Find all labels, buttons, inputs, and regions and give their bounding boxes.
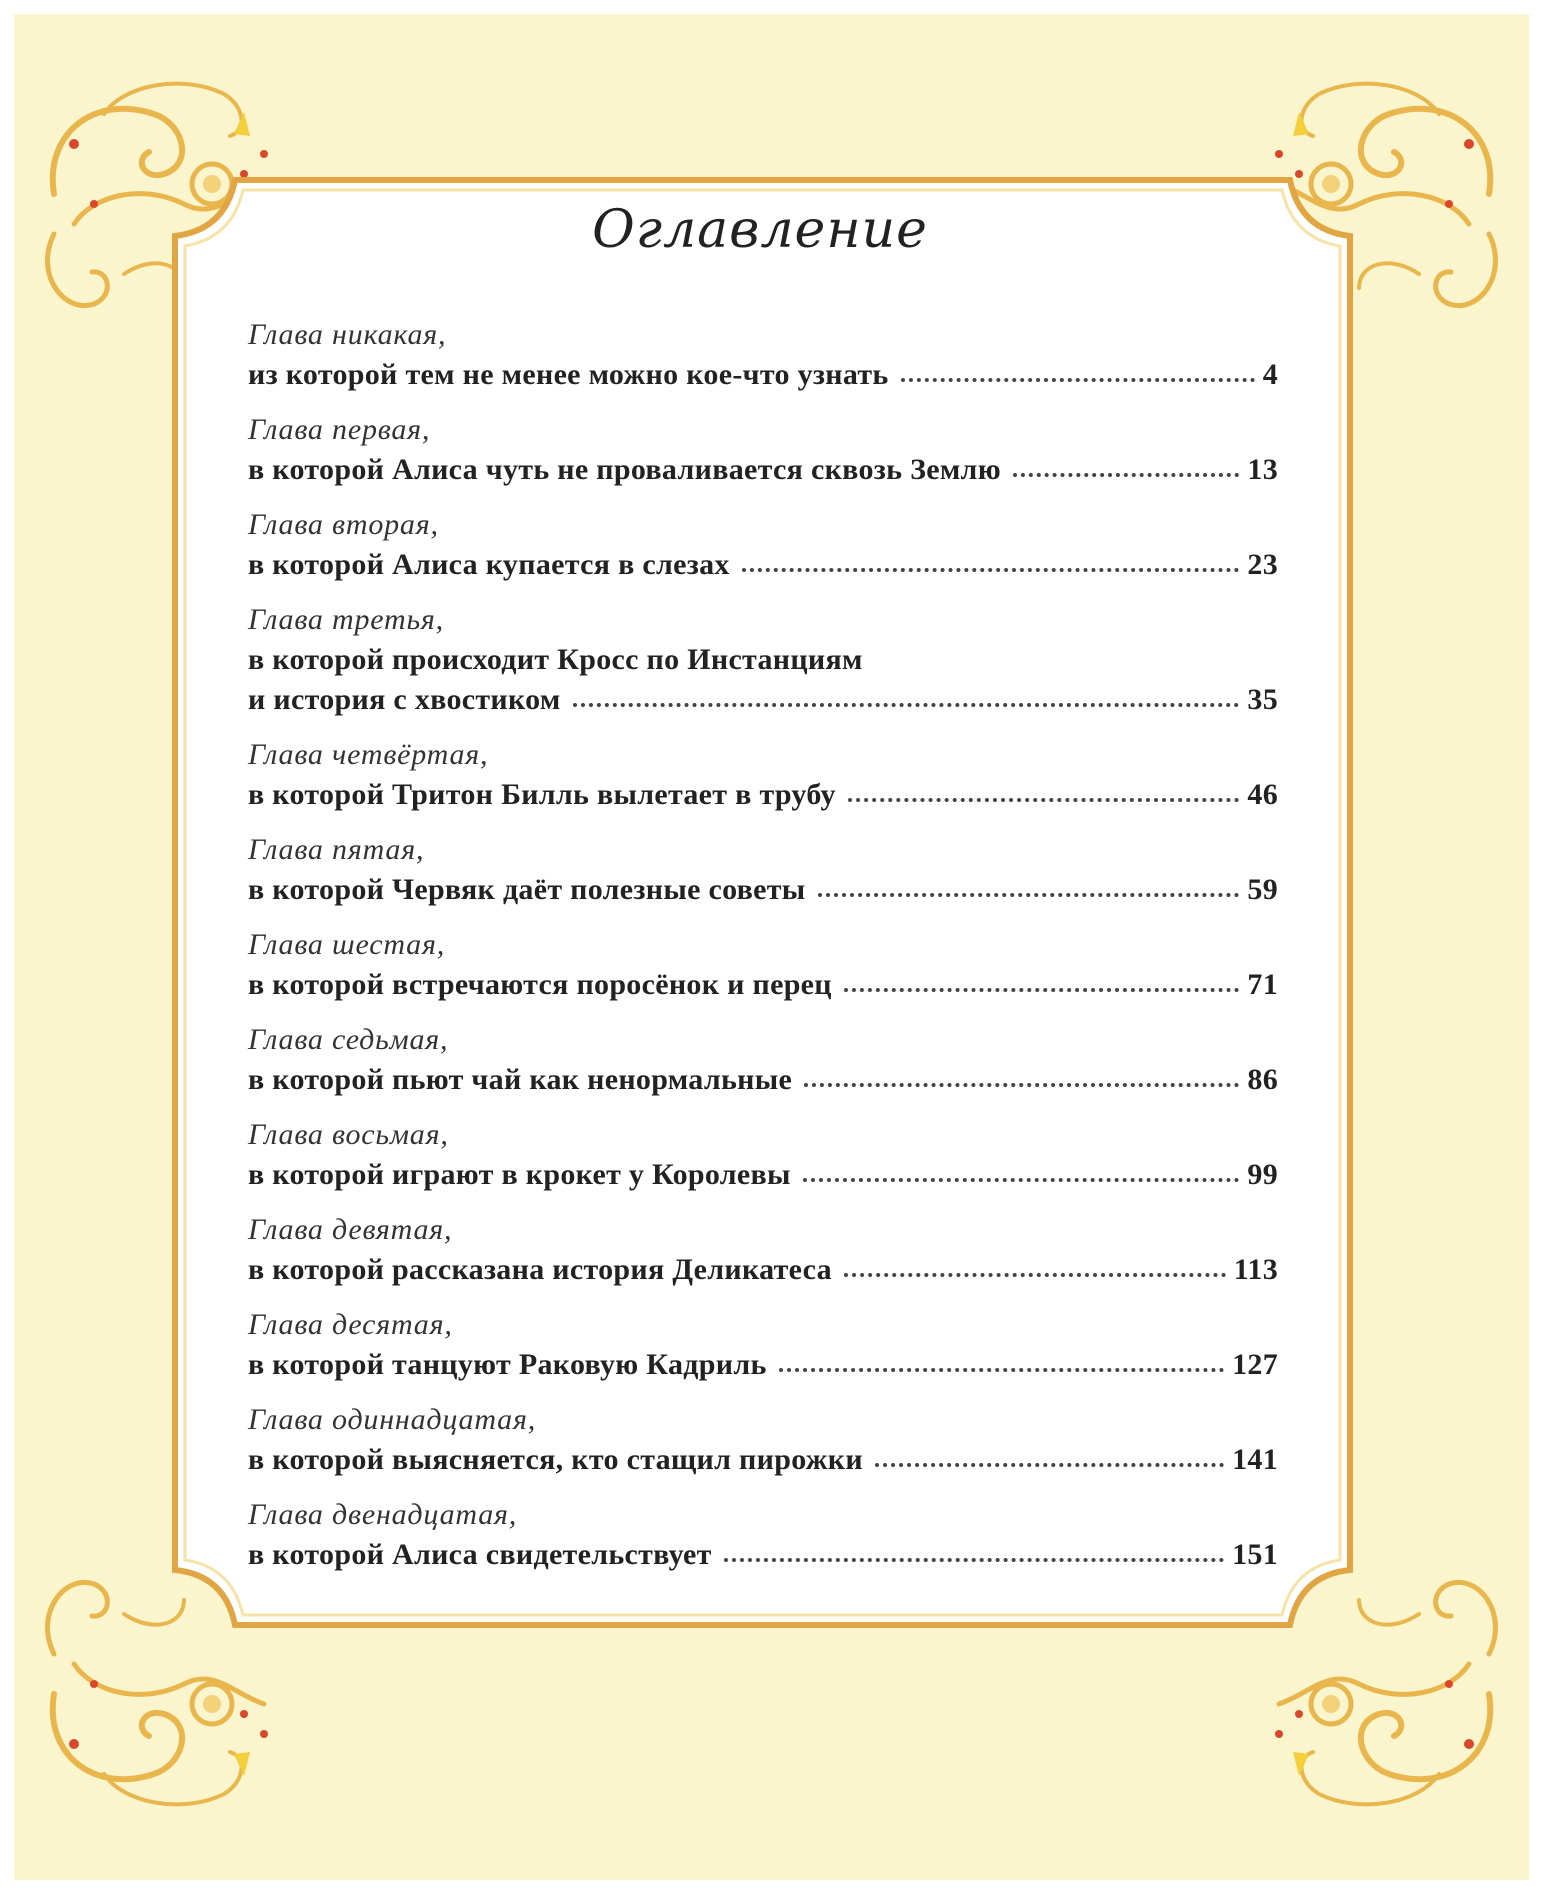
chapter-title: Глава шестая, [248,928,445,961]
page-title: Оглавление [592,200,928,260]
chapter-subtitle: в которой выясняется, кто стащил пирожки [248,1443,863,1476]
dot-leader [803,1172,1240,1182]
chapter-subtitle-line [248,1155,1278,1195]
dot-leader [844,982,1240,992]
chapter-subtitle-line [248,680,1278,720]
chapter-subtitle: в которой Алиса свидетельствует [248,1538,712,1571]
chapter-subtitle: и история с хвостиком [248,683,561,716]
chapter-title: Глава восьмая, [248,1118,449,1151]
page-number: 141 [1232,1443,1278,1476]
toc-entry[interactable] [248,505,1278,585]
toc-entry[interactable] [248,1115,1278,1195]
chapter-subtitle-line [248,355,1278,395]
chapter-subtitle: в которой происходит Кросс по Инстанциям [248,643,863,676]
dot-leader [804,1077,1239,1087]
chapter-subtitle: в которой играют в крокет у Королевы [248,1158,791,1191]
page-number: 99 [1247,1158,1278,1191]
chapter-subtitle-line [248,870,1278,910]
toc-entry[interactable] [248,1305,1278,1385]
chapter-subtitle-line [248,1250,1278,1290]
chapter-title: Глава первая, [248,413,431,446]
chapter-subtitle-line [248,775,1278,815]
page-number: 46 [1247,778,1278,811]
chapter-title: Глава третья, [248,603,444,636]
toc-entry[interactable] [248,315,1278,395]
toc-entry[interactable] [248,735,1278,815]
toc-entry[interactable] [248,1210,1278,1290]
dot-leader [573,697,1240,707]
page-number: 59 [1247,873,1278,906]
chapter-subtitle-line [248,640,1278,680]
page-number: 151 [1232,1538,1278,1571]
chapter-subtitle-line [248,1535,1278,1575]
chapter-subtitle-line [248,450,1278,490]
chapter-subtitle: в которой танцуют Раковую Кадриль [248,1348,767,1381]
chapter-subtitle: в которой Алиса купается в слезах [248,548,730,581]
page-number: 71 [1247,968,1278,1001]
chapter-title: Глава пятая, [248,833,425,866]
dot-leader [1013,467,1239,477]
chapter-subtitle: в которой Червяк даёт полезные советы [248,873,806,906]
chapter-title: Глава десятая, [248,1308,453,1341]
chapter-subtitle: в которой встречаются поросёнок и перец [248,968,832,1001]
chapter-title: Глава девятая, [248,1213,453,1246]
chapter-title: Глава вторая, [248,508,439,541]
page-number: 127 [1232,1348,1278,1381]
dot-leader [901,372,1255,382]
chapter-title: Глава седьмая, [248,1023,449,1056]
chapter-subtitle: в которой пьют чай как ненормальные [248,1063,793,1096]
page-number: 113 [1233,1253,1278,1286]
toc-entry[interactable] [248,410,1278,490]
dot-leader [875,1457,1224,1467]
dot-leader [779,1362,1224,1372]
dot-leader [848,792,1240,802]
chapter-subtitle-line [248,1345,1278,1385]
dot-leader [742,562,1240,572]
toc-entry[interactable] [248,1020,1278,1100]
toc-entry[interactable] [248,1400,1278,1480]
toc-entry[interactable] [248,600,1278,720]
chapter-subtitle-line [248,545,1278,585]
toc-entry[interactable] [248,925,1278,1005]
toc-entry[interactable] [248,830,1278,910]
chapter-subtitle: из которой тем не менее можно кое-что узнать [248,358,889,391]
dot-leader [724,1552,1224,1562]
dot-leader [844,1267,1226,1277]
page-number: 35 [1247,683,1278,716]
chapter-subtitle: в которой Тритон Билль вылетает в трубу [248,778,836,811]
page-number: 86 [1247,1063,1278,1096]
page-number: 13 [1247,453,1278,486]
page-number: 23 [1247,548,1278,581]
toc-entry[interactable] [248,1495,1278,1575]
chapter-title: Глава никакая, [248,318,447,351]
chapter-title: Глава четвёртая, [248,738,489,771]
chapter-subtitle-line [248,965,1278,1005]
table-of-contents [248,315,1278,1590]
page-number: 4 [1262,358,1278,391]
chapter-subtitle: в которой Алиса чуть не проваливается сквозь Землю [248,453,1001,486]
dot-leader [818,887,1240,897]
chapter-subtitle: в которой рассказана история Деликатеса [248,1253,832,1286]
chapter-title: Глава одиннадцатая, [248,1403,536,1436]
chapter-subtitle-line [248,1440,1278,1480]
chapter-subtitle-line [248,1060,1278,1100]
chapter-title: Глава двенадцатая, [248,1498,518,1531]
